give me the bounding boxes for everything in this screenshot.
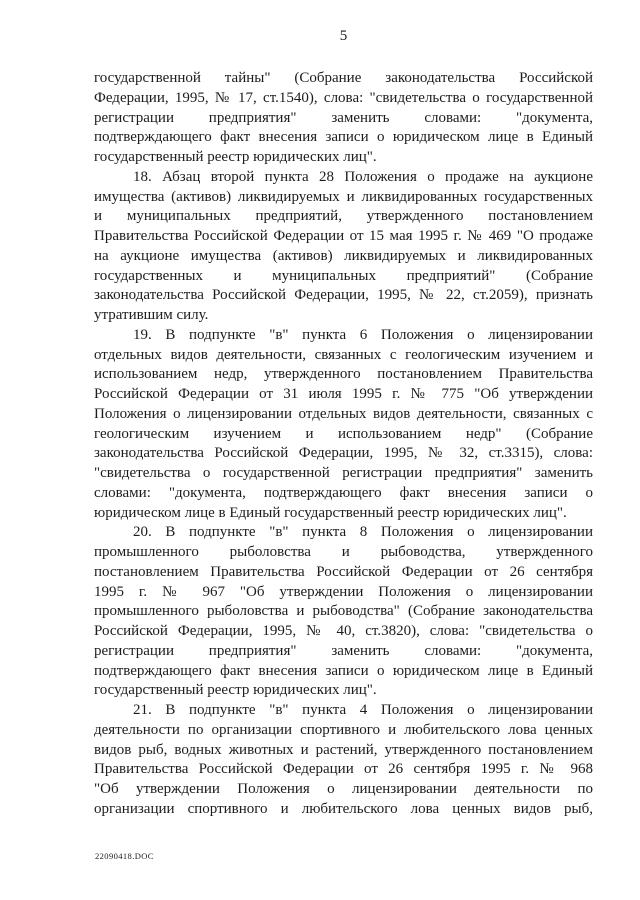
- text-line: отдельных видов деятельности, связанных с геологическим изучением и: [94, 346, 593, 363]
- text-line: государственной тайны" (Собрание законодательства Российской: [94, 70, 593, 86]
- paragraph-item-19: [94, 326, 593, 524]
- text-line: промышленного рыболовства и рыбоводства, утвержденного: [94, 544, 593, 560]
- text-line: организации спортивного и любительского лова ценных видов рыб,: [94, 800, 593, 817]
- footer-filename: 22090418.DOC: [95, 851, 154, 861]
- text-line: промышленного рыболовства и рыбоводства" (Собрание законодательства: [94, 603, 593, 620]
- paragraph-continuation: [94, 69, 593, 168]
- paragraph-item-20: [94, 523, 593, 701]
- text-line: Правительства Российской Федерации от 26 сентября 1995 г. № 968: [94, 761, 593, 778]
- text-line: Правительства Российской Федерации от 15 мая 1995 г. № 469 "О продаже: [94, 228, 593, 244]
- text-line: Российской Федерации от 31 июля 1995 г. № 775 "Об утверждении: [94, 386, 593, 402]
- text-line: видов рыб, водных животных и растений, утвержденного постановлением: [94, 741, 593, 758]
- text-line: государственных и муниципальных предприятий" (Собрание: [94, 267, 593, 284]
- text-line: на аукционе имущества (активов) ликвидируемых и ликвидированных: [94, 247, 593, 264]
- text-line: постановлением Правительства Российской Федерации от 26 сентября: [94, 563, 593, 580]
- text-line: имущества (активов) ликвидируемых и ликвидированных государственных: [94, 188, 593, 205]
- text-line: Федерации, 1995, № 17, ст.1540), слова: "свидетельства о государственной: [94, 89, 593, 106]
- text-line: 18. Абзац второй пункта 28 Положения о продаже на аукционе: [133, 168, 593, 185]
- text-line: 1995 г. № 967 "Об утверждении Положения о лицензировании: [94, 583, 593, 600]
- text-line: использованием недр, утвержденного постановлением Правительства: [94, 366, 593, 383]
- text-line: регистрации предприятия" заменить словами: "документа,: [94, 109, 593, 126]
- text-line: законодательства Российской Федерации, 1995, № 22, ст.2059), признать: [94, 287, 593, 304]
- page-number: 5: [339, 28, 348, 44]
- text-line: законодательства Российской Федерации, 1995, № 32, ст.3315), слова:: [94, 445, 593, 462]
- text-line: 19. В подпункте "в" пункта 6 Положения о лицензировании: [133, 326, 593, 343]
- text-line: подтверждающего факт внесения записи о юридическом лице в Единый: [94, 662, 593, 679]
- text-line: государственный реестр юридических лиц".: [94, 682, 377, 699]
- text-line: Положения о лицензировании отдельных видов деятельности, связанных с: [94, 405, 593, 422]
- paragraph-item-21: [94, 701, 593, 820]
- text-line: геологическим изучением и использованием недр" (Собрание: [94, 425, 593, 442]
- text-line: деятельности по организации спортивного и любительского лова ценных: [94, 721, 593, 738]
- document-body: [94, 69, 593, 820]
- text-line: регистрации предприятия" заменить словами: "документа,: [94, 642, 593, 659]
- text-line: Российской Федерации, 1995, № 40, ст.3820), слова: "свидетельства о: [94, 623, 593, 639]
- text-line: юридическом лице в Единый государственный реестр юридических лиц".: [94, 504, 567, 521]
- text-line: 20. В подпункте "в" пункта 8 Положения о лицензировании: [133, 524, 593, 541]
- text-line: "Об утверждении Положения о лицензировании деятельности по: [94, 781, 593, 797]
- text-line: "свидетельства о государственной регистрации предприятия" заменить: [94, 465, 593, 481]
- text-line: подтверждающего факт внесения записи о юридическом лице в Единый: [94, 129, 593, 146]
- text-line: словами: "документа, подтверждающего факт внесения записи о: [94, 484, 593, 501]
- text-line: 21. В подпункте "в" пункта 4 Положения о лицензировании: [133, 702, 593, 718]
- text-line: и муниципальных предприятий, утвержденного постановлением: [94, 208, 593, 225]
- text-line: утратившим силу.: [94, 307, 209, 323]
- text-line: государственный реестр юридических лиц".: [94, 149, 377, 165]
- paragraph-item-18: [94, 168, 593, 326]
